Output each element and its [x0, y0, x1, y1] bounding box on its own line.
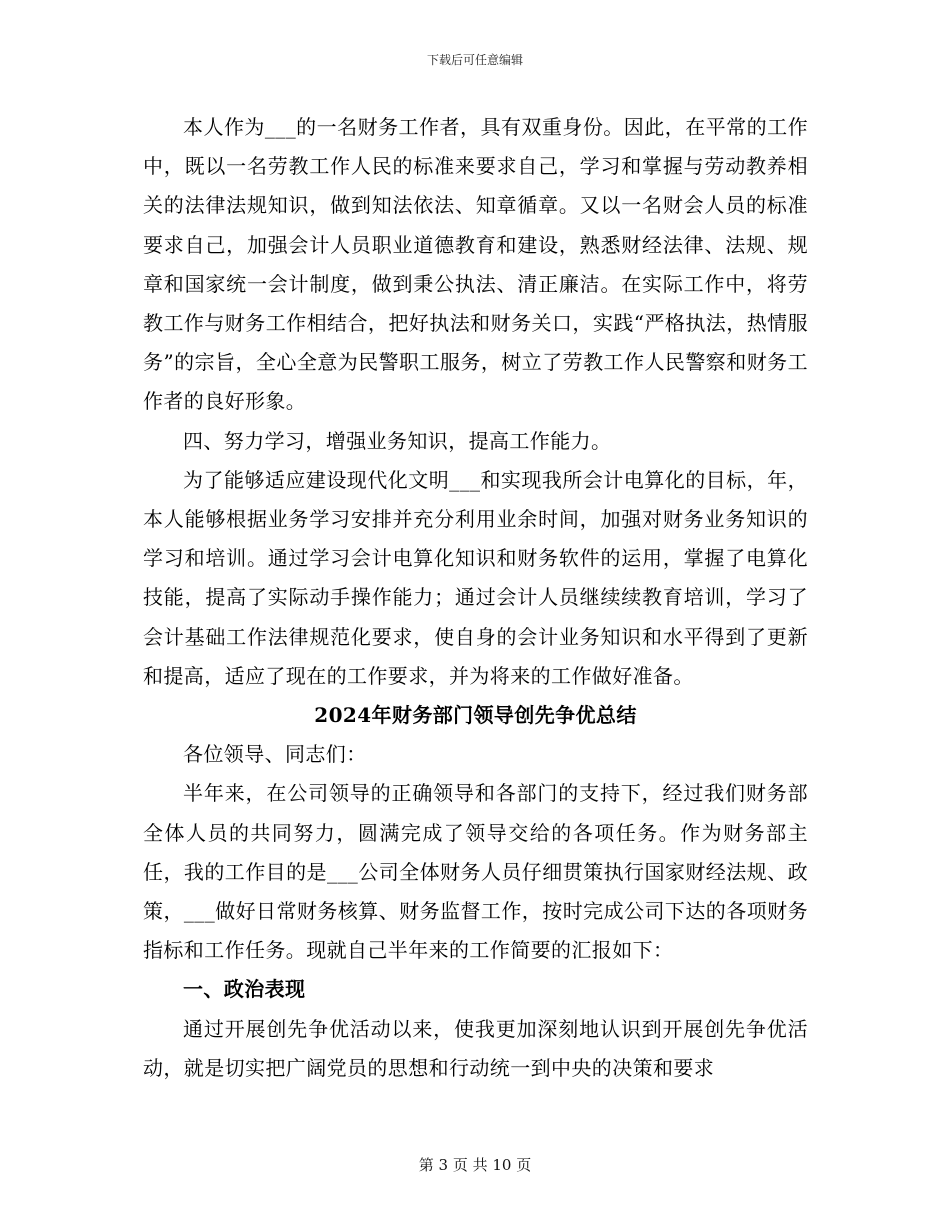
document-title: 2024年财务部门领导创先争优总结: [314, 703, 637, 728]
section-heading-politics: 一、政治表现: [183, 977, 306, 1002]
page-header: 下载后可任意编辑: [426, 53, 523, 67]
paragraph-study: 为了能够适应建设现代化文明___和实现我所会计电算化的目标，年，本人能够根据业务学习安排并充分利用业余时间，加强对财务业务知识的学习和培训。通过学习会计电算化知识和财务软件的运用，掌握了电算化技能，提高了实际动手操作能力；通过会计人员继续续教育培训，学习了会计基础工作法律规范化要求，使自身的会计业务知识和水平得到了更新和提高，适应了现在的工作要求，并为将来的工作做好准备。: [143, 467, 808, 688]
document-body: [143, 108, 808, 1088]
page-number: 第 3 页 共 10 页: [418, 1156, 532, 1174]
paragraph-study-heading: 四、努力学习，增强业务知识，提高工作能力。: [183, 428, 612, 453]
paragraph-politics: 通过开展创先争优活动以来，使我更加深刻地认识到开展创先争优活动，就是切实把广阔党员的思想和行动统一到中央的决策和要求: [143, 1016, 808, 1080]
paragraph-salutation: 各位领导、同志们：: [183, 742, 367, 767]
paragraph-intro: 半年来，在公司领导的正确领导和各部门的支持下，经过我们财务部全体人员的共同努力，圆满完成了领导交给的各项任务。作为财务部主任，我的工作目的是___公司全体财务人员仔细贯策执行国家财经法规、政策，___做好日常财务核算、财务监督工作，按时完成公司下达的各项财务指标和工作任务。现就自己半年来的工作简要的汇报如下：: [143, 781, 808, 963]
paragraph-identity: 本人作为___的一名财务工作者，具有双重身份。因此，在平常的工作中，既以一名劳教工作人民的标准来要求自己，学习和掌握与劳动教养相关的法律法规知识，做到知法依法、知章循章。又以一名财会人员的标准要求自己，加强会计人员职业道德教育和建设，熟悉财经法律、法规、规章和国家统一会计制度，做到秉公执法、清正廉洁。在实际工作中，将劳教工作与财务工作相结合，把好执法和财务关口，实践“严格执法，热情服务”的宗旨，全心全意为民警职工服务，树立了劳教工作人民警察和财务工作者的良好形象。: [143, 115, 808, 414]
